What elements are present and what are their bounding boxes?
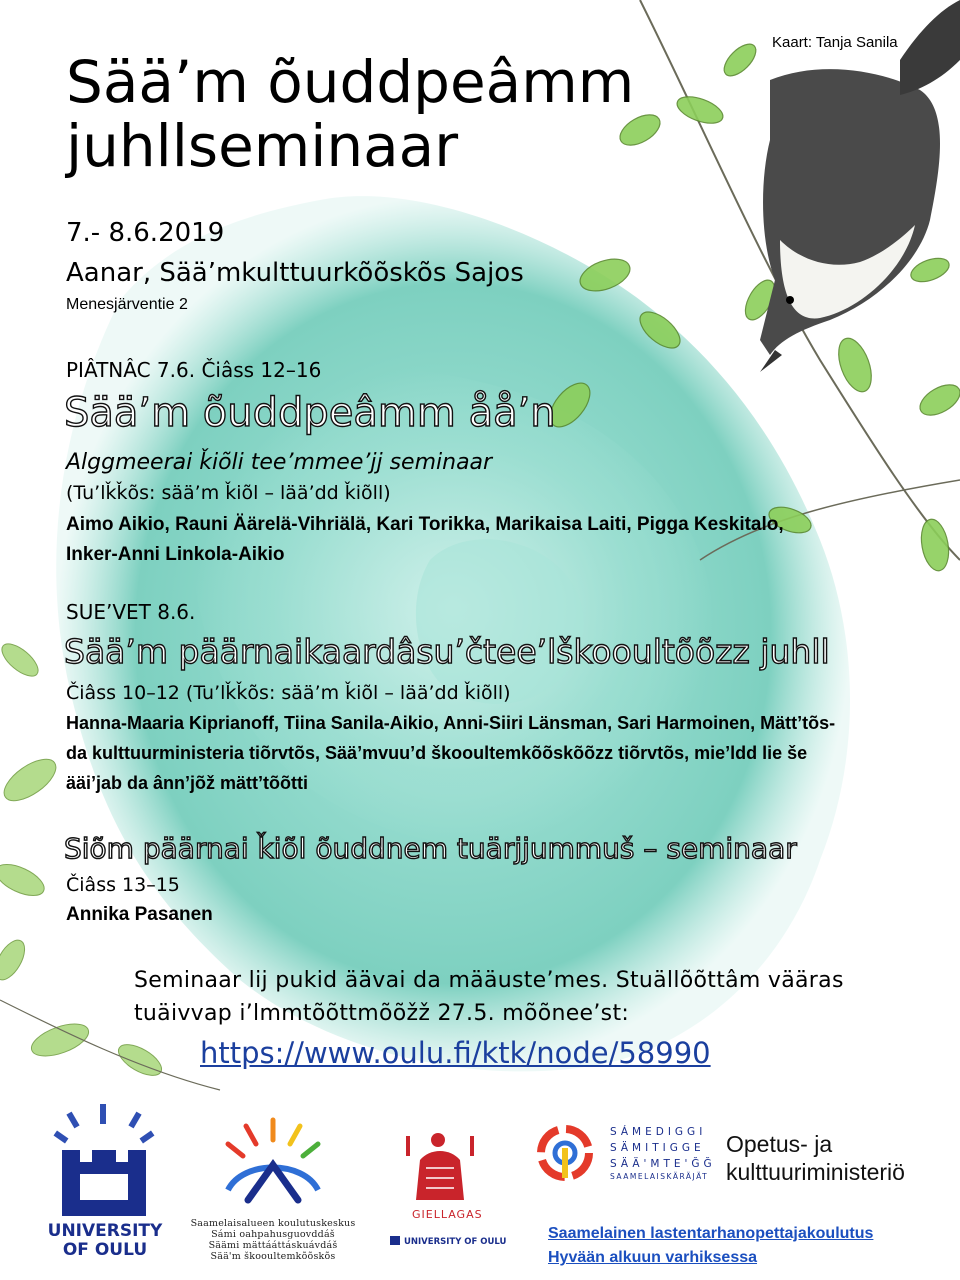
day1-speakers-line-2: Inker-Anni Linkola-Aikio [66, 544, 285, 565]
sun-person-icon [188, 1110, 358, 1210]
sami-education-institute-logo [188, 1110, 358, 1275]
day2-speakers-line-2: da kulttuurministeria tiõrvtõs, Sää’mvuu’d škooultemkõõskõõzz tiõrvtõs, mie’ldd lie še [66, 743, 808, 763]
sgk-line-1: Saamelaisalueen koulutuskeskus [190, 1218, 356, 1229]
samediggi-line-1: SÁMEDIGGI [610, 1126, 707, 1138]
registration-link[interactable]: https://www.oulu.fi/ktk/node/58990 [200, 1036, 711, 1070]
day2-time: Čiâss 10–12 (Tu’lǩǩõs: sää’m ǩiõl – lää’dd ǩiõll) [66, 682, 511, 704]
ministry-line-1: Opetus- ja [726, 1131, 833, 1157]
kindergarten-teacher-training-link[interactable]: Saamelainen lastentarhanopettajakoulutus [548, 1225, 874, 1242]
small-castle-icon [390, 1236, 400, 1245]
university-of-oulu-logo [40, 1100, 170, 1270]
ministry-line-2: kulttuuriministeriö [726, 1159, 905, 1185]
registration-line-2: tuäivvap i’lmmtõõttmõõžž 27.5. mõõnee’st: [134, 1001, 630, 1026]
event-venue: Aanar, Sää’mkulttuurkõõskõs Sajos [66, 258, 524, 288]
sgk-line-2: Sámi oahpahusguovddáš [211, 1229, 335, 1240]
rock-art-figure-icon [390, 1130, 510, 1210]
giellagas-name: GIELLAGAS [412, 1208, 483, 1221]
castle-icon [40, 1100, 170, 1220]
day1-speakers-line-1: Aimo Aikio, Rauni Äärelä-Vihriälä, Kari Torikka, Marikaisa Laiti, Pigga Keskitalo, [66, 514, 784, 535]
good-start-link[interactable]: Hyvään alkuun varhiksessa [548, 1249, 758, 1266]
registration-info [134, 964, 854, 1030]
event-address: Menesjärventie 2 [66, 296, 188, 313]
day1-speakers [66, 510, 926, 570]
samediggi-line-4: SAAMELAISKÄRÄJÄT [610, 1172, 709, 1181]
event-date: 7.- 8.6.2019 [66, 218, 225, 248]
day1-heading: PIÂTNÂC 7.6. Čiâss 12–16 [66, 358, 322, 382]
sgk-line-3: Säämi mättááttáskuávdáš [208, 1240, 338, 1251]
giellagas-university: UNIVERSITY OF OULU [390, 1236, 506, 1247]
sgk-line-4: Sää'm škooultemkõõskõs [210, 1251, 336, 1262]
illustration-credit: Kaart: Tanja Sanila [772, 34, 898, 51]
logo-row [0, 1100, 960, 1280]
day1-language: (Tu’lǩǩõs: sää’m ǩiõl – lää’dd ǩiõll) [66, 482, 391, 504]
giellagas-logo [390, 1130, 510, 1260]
day2-speakers-line-1: Hanna-Maaria Kiprianoff, Tiina Sanila-Aikio, Anni-Siiri Länsman, Sari Harmoinen, Mätt’tõs- [66, 713, 836, 733]
day2-heading: SUE’VET 8.6. [66, 600, 196, 624]
day1-subtitle: Alggmeerai ǩiõli tee’mmee’jj seminaar [66, 450, 493, 475]
samediggi-line-3: SÄÄ'MTE'ĞĞ [610, 1158, 716, 1170]
day2-speakers [66, 708, 956, 798]
samediggi-logo [530, 1118, 716, 1198]
university-name-line-1: UNIVERSITY [47, 1221, 163, 1241]
day2b-speaker: Annika Pasanen [66, 904, 213, 925]
sun-wheel-icon [530, 1118, 600, 1188]
day2-speakers-line-3: ääi’jab da ânn’jõž mätt’tõõtti [66, 773, 309, 793]
day2b-time: Čiâss 13–15 [66, 874, 180, 896]
title-line-1: Sää’m õuddpeâmm [66, 48, 635, 116]
university-name-line-2: OF OULU [62, 1240, 148, 1260]
title-line-2: juhllseminaar [66, 112, 459, 180]
day1-title: Sää’m õuddpeâmm åå’n [64, 390, 556, 436]
day2-title: Sää’m päärnaikaardâsu’čtee’lškooultõõzz juhll [64, 632, 830, 671]
samediggi-line-2: SÄMITIGGE [610, 1142, 705, 1154]
day2b-title: Siõm päärnai ǩiõl õuddnem tuärjjummuš – seminaar [64, 832, 797, 865]
registration-line-1: Seminaar lij pukid äävai da määuste’mes. Stuällõõttâm vääras [134, 968, 844, 993]
page-title [66, 50, 634, 178]
ministry-logo [726, 1130, 905, 1186]
bird-illustration [760, 0, 960, 372]
